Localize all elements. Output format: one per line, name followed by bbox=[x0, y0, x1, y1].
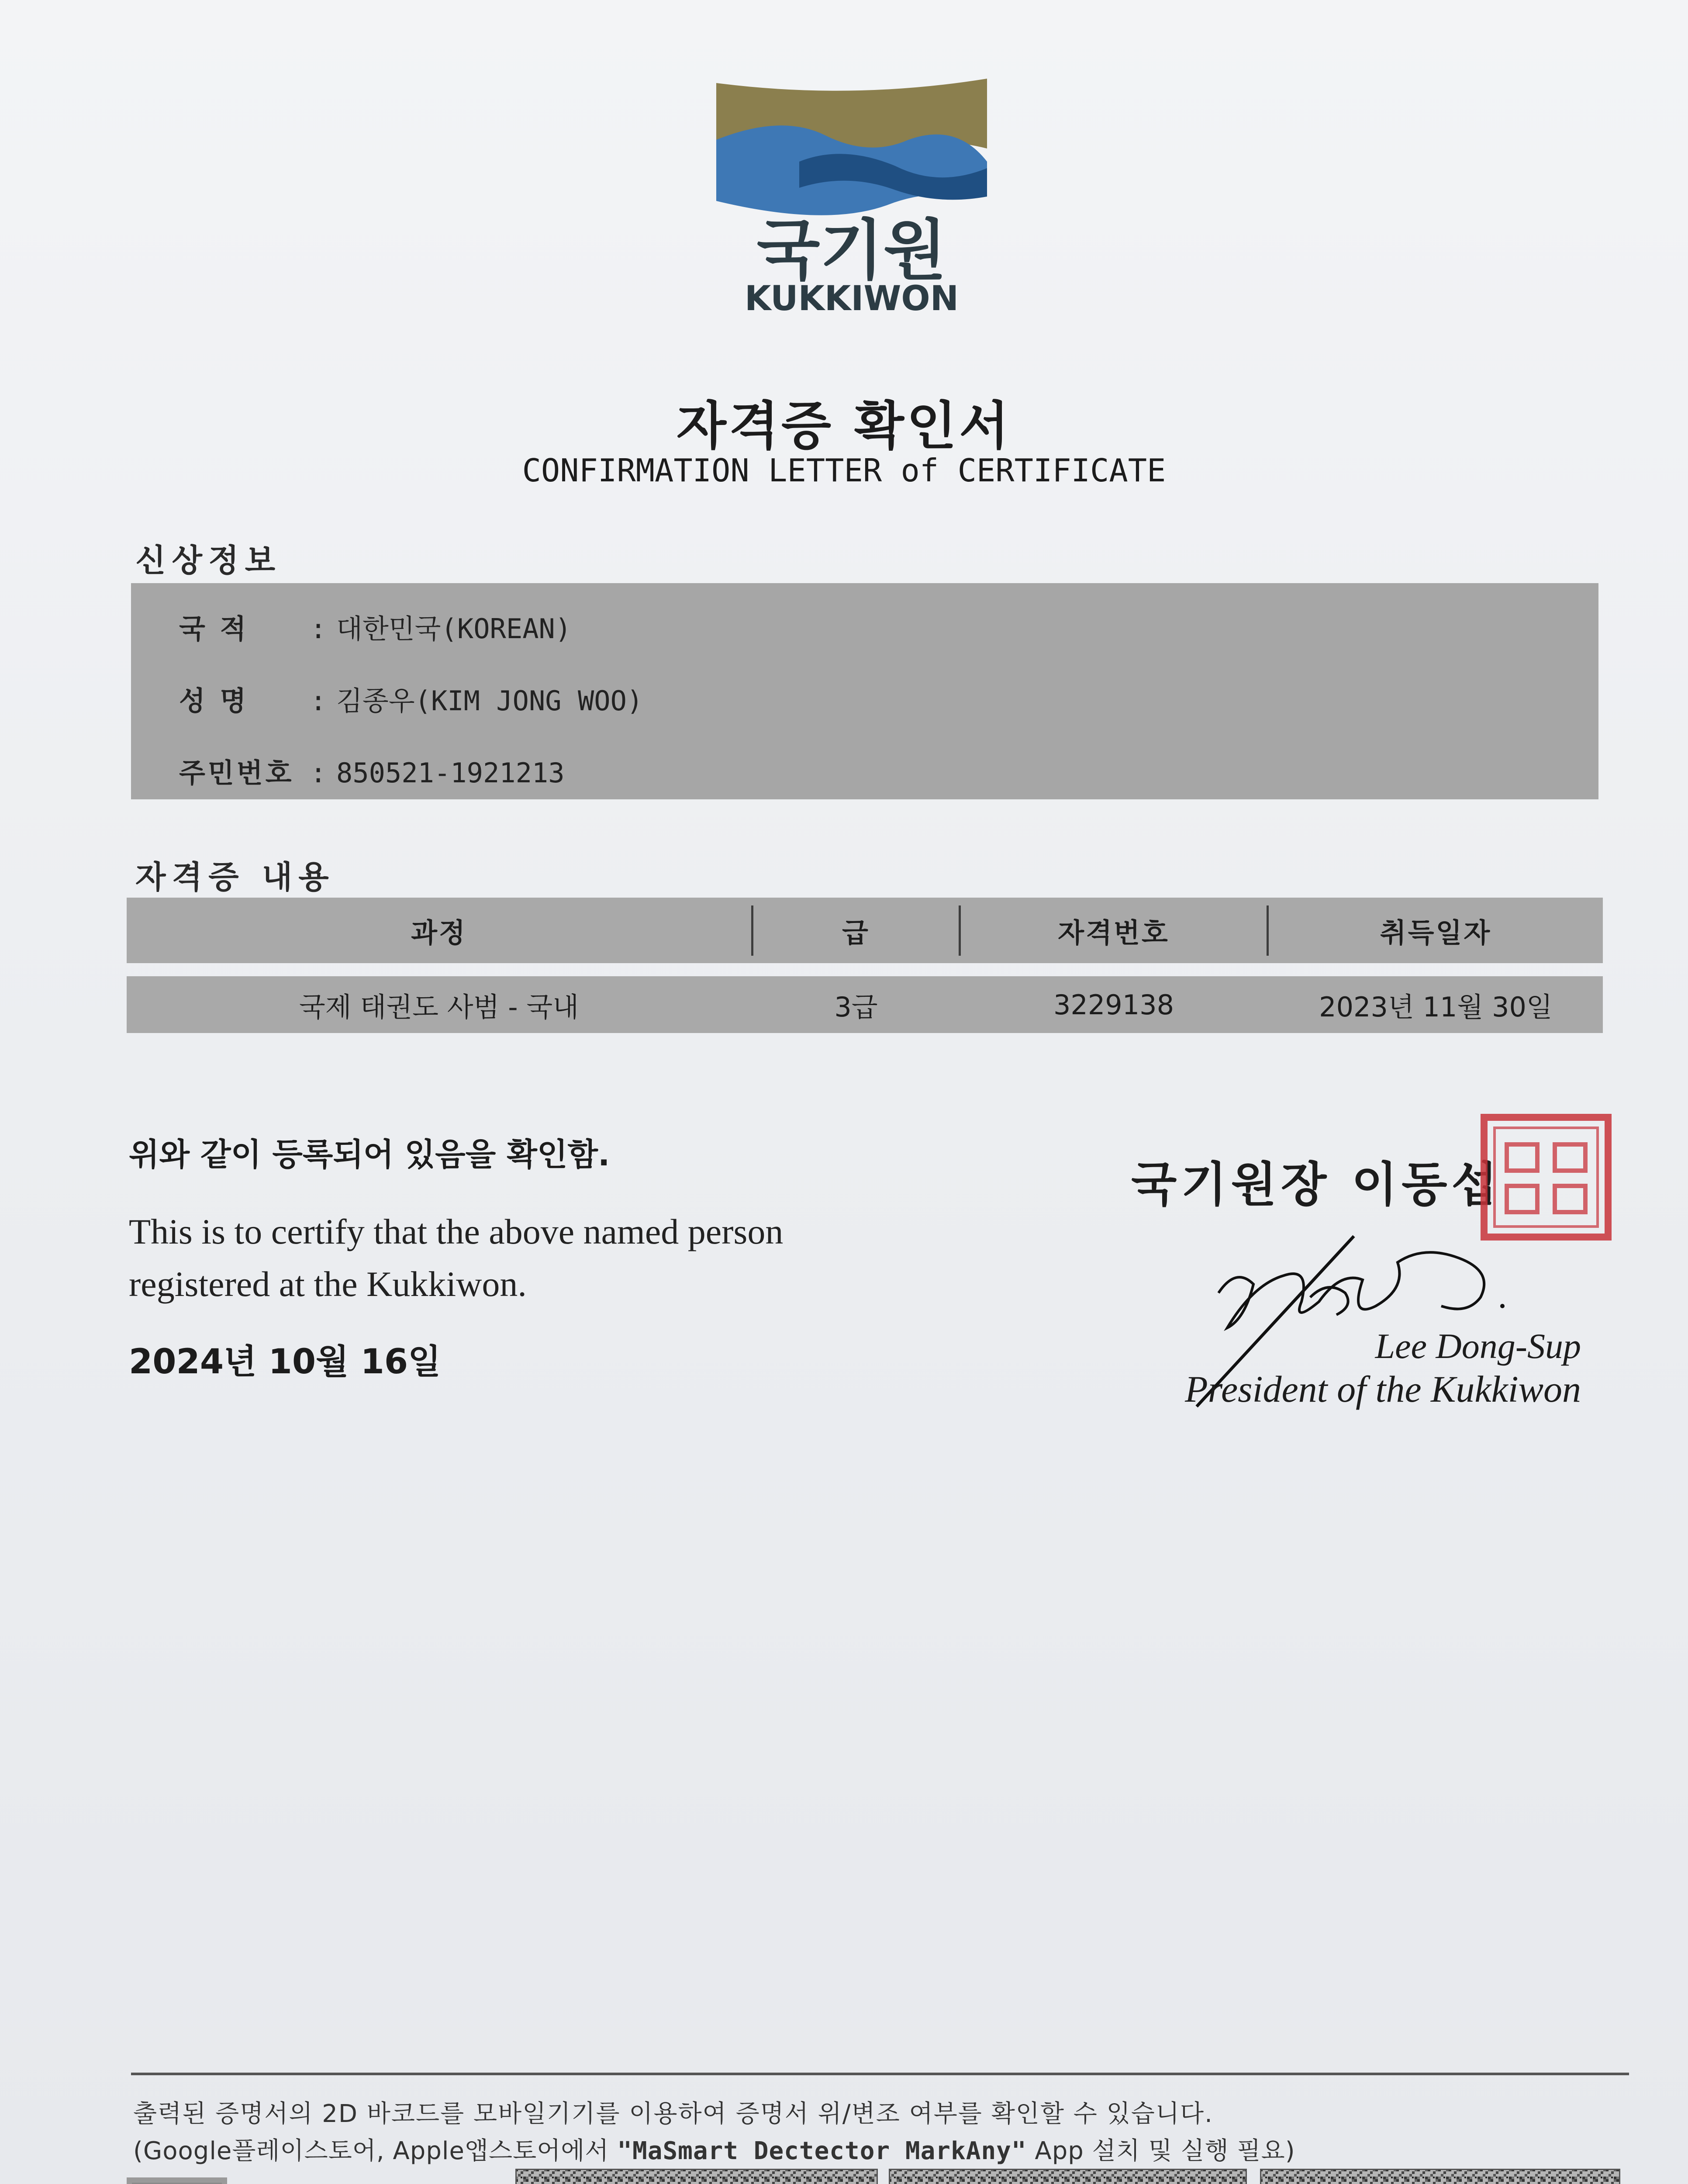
2d-barcode-icon bbox=[889, 2169, 1247, 2184]
nationality-row: 국 적 : 대한민국(KOREAN) bbox=[179, 607, 571, 646]
president-korean: 국기원장 이동섭 bbox=[1131, 1158, 1502, 1212]
header-grade: 급 bbox=[842, 916, 870, 949]
small-barcode bbox=[127, 2169, 328, 2184]
personal-info-box bbox=[131, 583, 1598, 799]
certificate-details-label: 자격증 내용 bbox=[135, 859, 335, 895]
personal-info-label: 신상정보 bbox=[135, 542, 282, 579]
2d-barcode-3 bbox=[1260, 2169, 1620, 2184]
2d-barcode-2 bbox=[889, 2169, 1247, 2184]
kukkiwon-emblem-icon bbox=[712, 74, 991, 319]
barcode-icon bbox=[127, 2169, 328, 2184]
cell-grade: 3급 bbox=[834, 991, 878, 1023]
name-label: 성 명 bbox=[179, 685, 249, 717]
logo-english: KUKKIWON bbox=[745, 279, 959, 318]
header-acquisition-date: 취득일자 bbox=[1380, 916, 1492, 949]
footer-divider bbox=[131, 2073, 1629, 2075]
nationality-label: 국 적 bbox=[179, 613, 249, 645]
cell-acquisition-date: 2023년 11월 30일 bbox=[1319, 991, 1553, 1023]
barcode-note-line2: (Google플레이스토어, Apple앱스토어에서 "MaSmart Dectector MarkAny" App 설치 및 실행 필요) bbox=[133, 2137, 1295, 2165]
nationality-value: 대한민국(KOREAN) bbox=[336, 613, 572, 645]
header-certificate-number: 자격번호 bbox=[1058, 916, 1170, 949]
2d-barcode-1 bbox=[515, 2169, 878, 2184]
app-name: "MaSmart Dectector MarkAny" bbox=[617, 2137, 1027, 2165]
signatory-name-english: Lee Dong-Sup bbox=[1375, 1326, 1581, 1366]
resident-number-label: 주민번호 bbox=[179, 757, 294, 789]
name-row: 성 명 : 김종우(KIM JONG WOO) bbox=[179, 679, 643, 718]
document-title-korean: 자격증 확인서 bbox=[676, 396, 1011, 456]
cell-course: 국제 태권도 사범 - 국내 bbox=[299, 991, 579, 1023]
cell-certificate-number: 3229138 bbox=[1053, 988, 1174, 1021]
2d-barcode-icon bbox=[1260, 2169, 1620, 2184]
confirmation-korean: 위와 같이 등록되어 있음을 확인함. bbox=[129, 1136, 610, 1173]
table-row bbox=[127, 976, 1603, 1033]
2d-barcode-icon bbox=[515, 2169, 878, 2184]
resident-number-value: 850521-1921213 bbox=[336, 757, 565, 789]
issue-date: 2024년 10월 16일 bbox=[129, 1342, 441, 1382]
logo-korean: 국기원 bbox=[756, 213, 947, 289]
resident-number-row: 주민번호 : 850521-1921213 bbox=[179, 751, 565, 790]
header-course: 과정 bbox=[411, 916, 467, 949]
barcode-note-line1: 출력된 증명서의 2D 바코드를 모바일기기를 이용하여 증명서 위/변조 여부를 확인할 수 있습니다. bbox=[133, 2100, 1213, 2128]
table-header bbox=[127, 898, 1603, 963]
name-value: 김종우(KIM JONG WOO) bbox=[336, 685, 643, 717]
confirmation-english: This is to certify that the above named person registered at the Kukkiwon. bbox=[129, 1212, 784, 1304]
document-title-english: CONFIRMATION LETTER of CERTIFICATE bbox=[522, 452, 1166, 489]
kukkiwon-logo bbox=[712, 74, 991, 319]
signatory-title-english: President of the Kukkiwon bbox=[1185, 1368, 1581, 1410]
